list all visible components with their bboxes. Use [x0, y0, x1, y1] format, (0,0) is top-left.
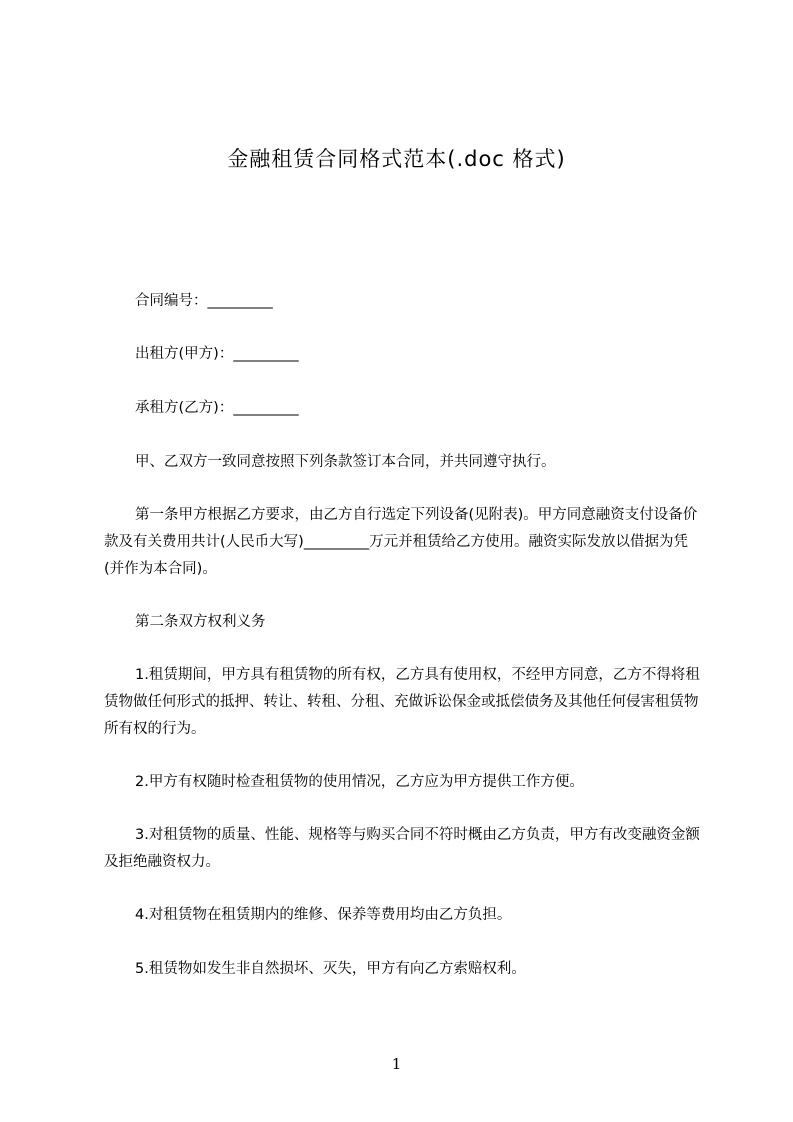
- contract-number-text: 合同编号：_________: [135, 293, 273, 309]
- item-2-paragraph: [104, 769, 704, 796]
- contract-number-line: [104, 288, 704, 315]
- lessee-line: [104, 395, 704, 422]
- lessor-line: [104, 341, 704, 368]
- item-1-text: 1.租赁期间，甲方具有租赁物的所有权，乙方具有使用权，不经甲方同意，乙方不得将租赁物做任何形式的抵押、转让、转租、分租、充做诉讼保金或抵偿债务及其他任何侵害租赁物所有权的行为。: [104, 667, 700, 737]
- article-1-text: 第一条甲方根据乙方要求，由乙方自行选定下列设备(见附表)。甲方同意融资支付设备价款及有关费用共计(人民币大写)_________万元并租赁给乙方使用。融资实际发放以借据为凭(并作为本合同)。: [104, 507, 698, 577]
- lessee-text: 承租方(乙方)：_________: [135, 400, 299, 416]
- item-4-text: 4.对租赁物在租赁期内的维修、保养等费用均由乙方负担。: [135, 907, 512, 923]
- item-3-text: 3.对租赁物的质量、性能、规格等与购买合同不符时概由乙方负责，甲方有改变融资金额及拒绝融资权力。: [104, 827, 700, 870]
- item-2-text: 2.甲方有权随时检查租赁物的使用情况，乙方应为甲方提供工作方便。: [135, 774, 584, 790]
- item-1-paragraph: [104, 662, 704, 743]
- document-title: 金融租赁合同格式范本(.doc 格式): [227, 147, 566, 171]
- article-1-paragraph: [104, 502, 704, 583]
- article-2-heading: [104, 609, 704, 636]
- item-5-paragraph: [104, 956, 704, 983]
- item-4-paragraph: [104, 902, 704, 929]
- intro-text: 甲、乙双方一致同意按照下列条款签订本合同，并共同遵守执行。: [135, 454, 556, 470]
- item-5-text: 5.租赁物如发生非自然损坏、灭失，甲方有向乙方索赔权利。: [135, 961, 526, 977]
- page-number: 1: [391, 1055, 402, 1073]
- item-3-paragraph: [104, 822, 704, 876]
- intro-paragraph: [104, 449, 704, 476]
- lessor-text: 出租方(甲方)：_________: [135, 346, 299, 362]
- article-2-heading-text: 第二条双方权利义务: [135, 614, 266, 630]
